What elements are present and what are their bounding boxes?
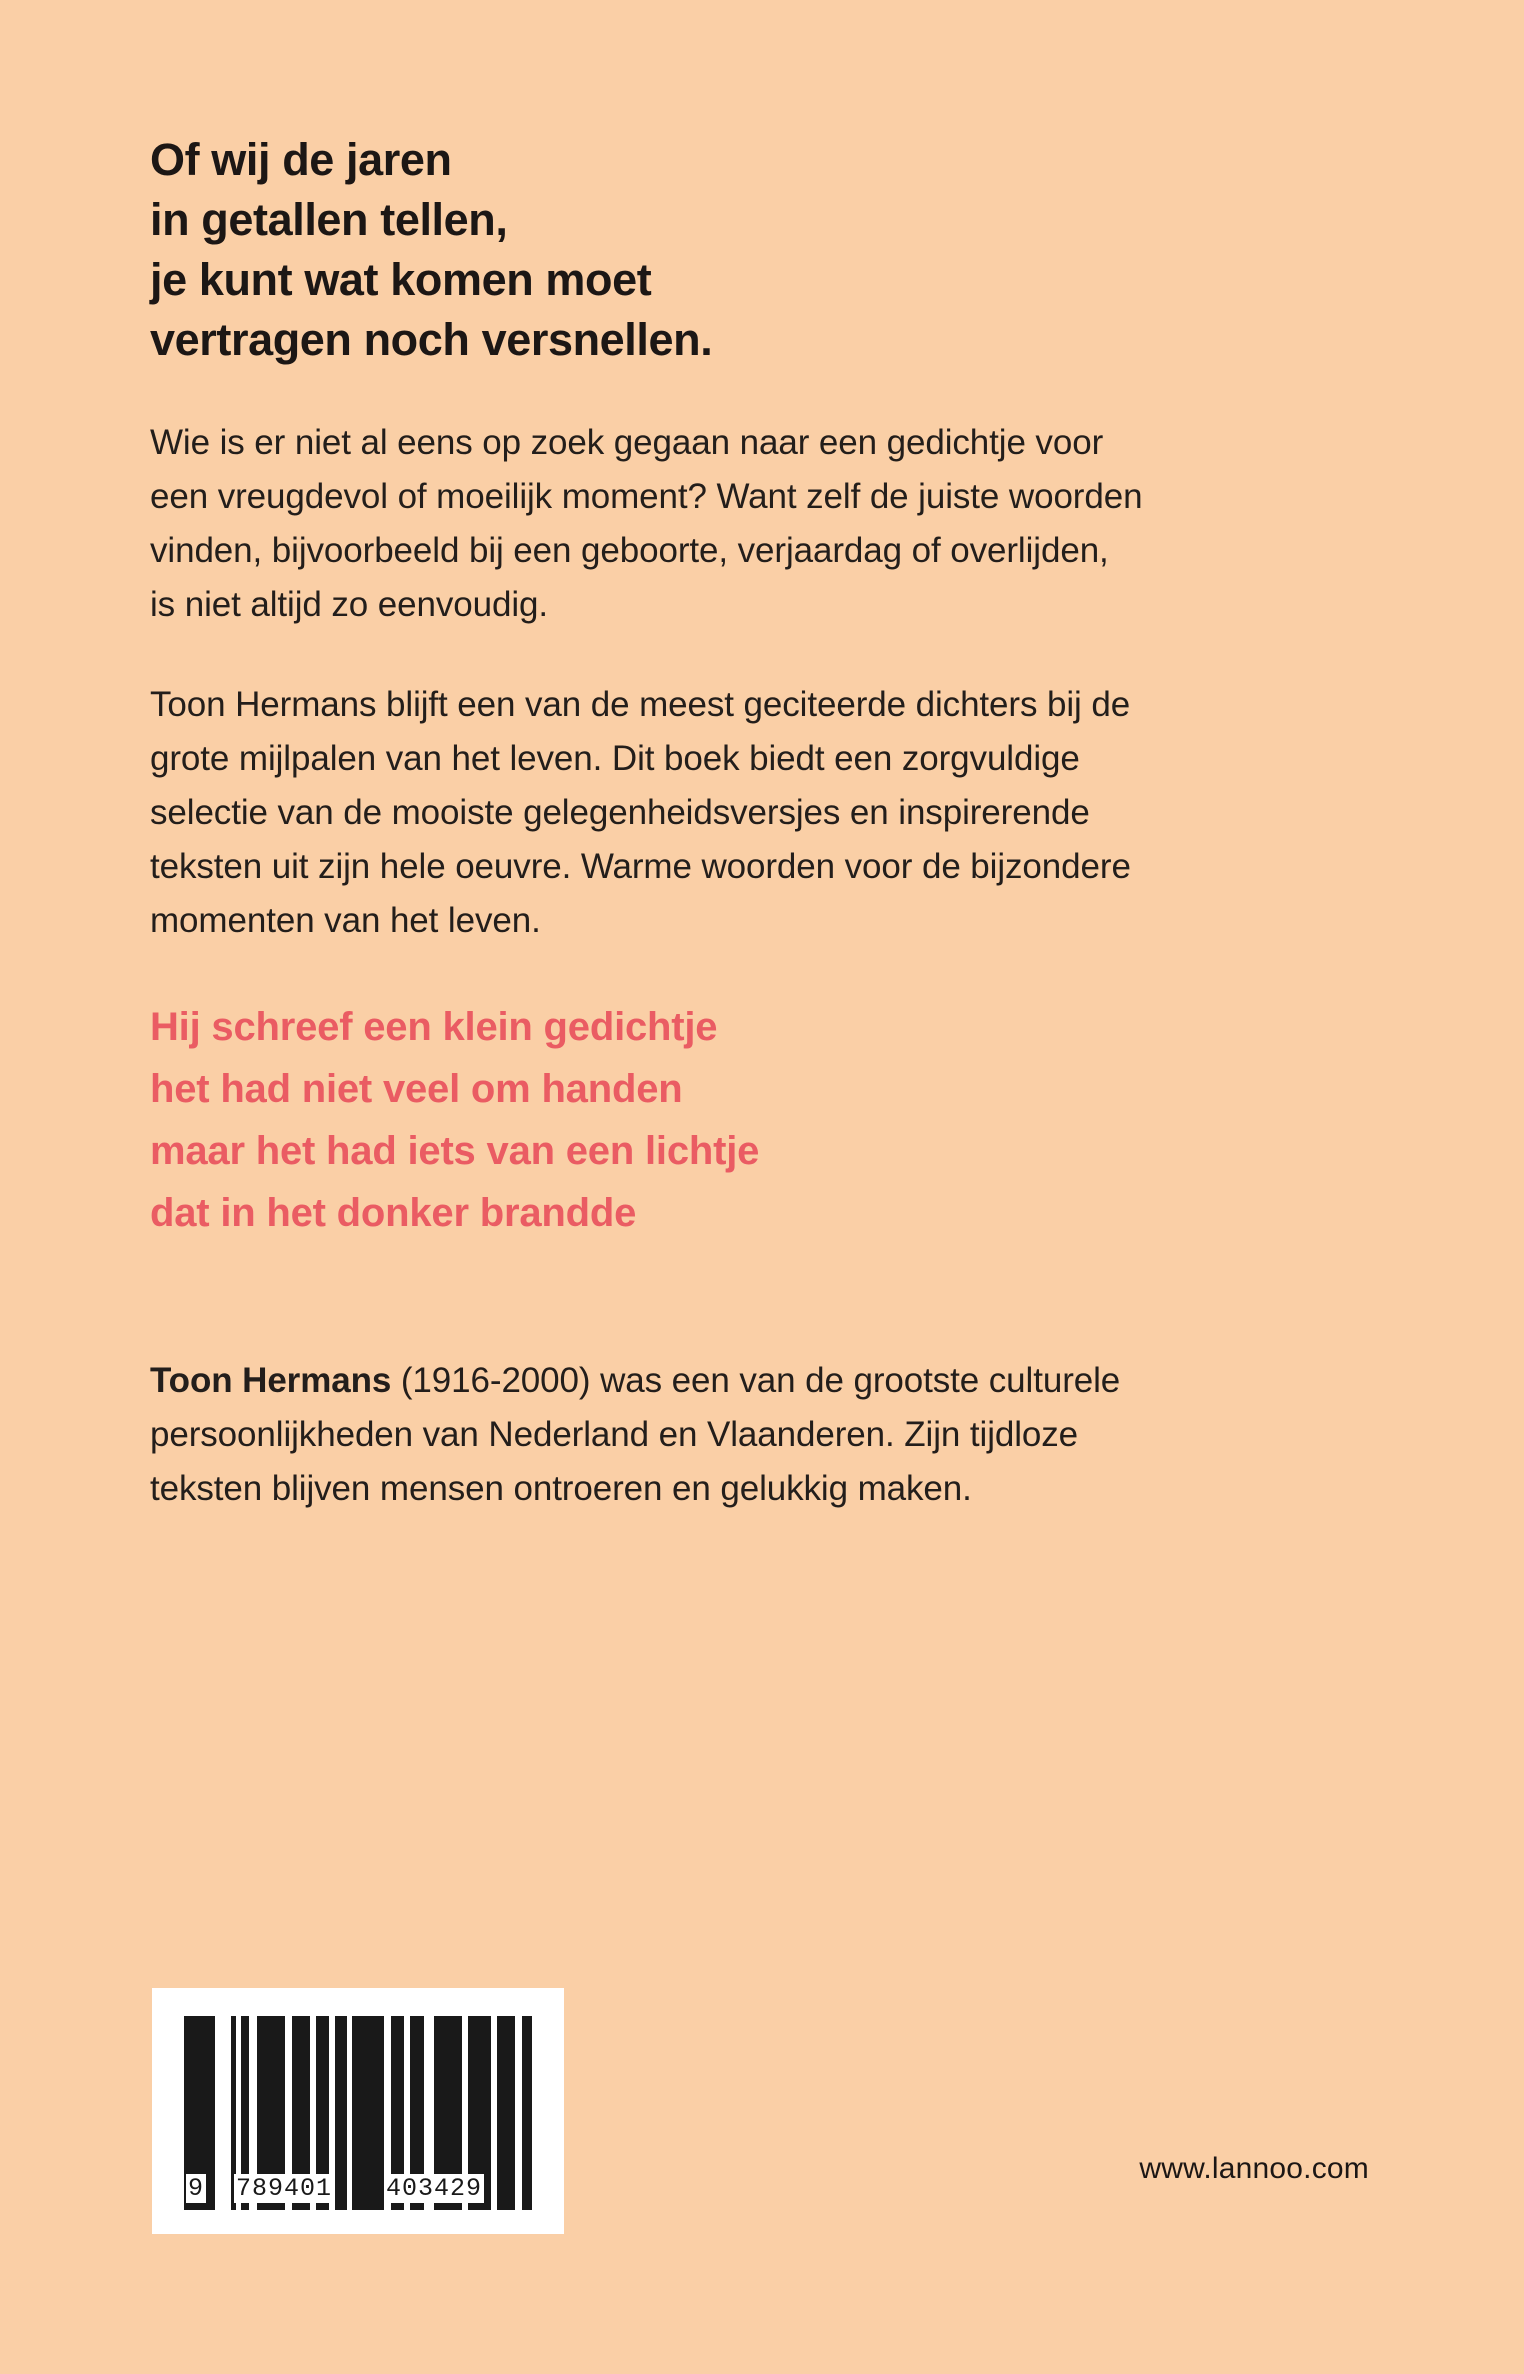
poem-line-2: het had niet veel om handen xyxy=(150,1067,683,1111)
headline-line-4: vertragen noch versnellen. xyxy=(150,314,713,365)
headline-line-2: in getallen tellen, xyxy=(150,194,508,245)
barcode-number xyxy=(184,2174,532,2208)
paragraph-1-line-1: Wie is er niet al eens op zoek gegaan naar een gedichtje voor xyxy=(150,423,1104,462)
paragraph-2-line-1: Toon Hermans blijft een van de meest geciteerde dichters bij de xyxy=(150,685,1131,724)
headline-line-1: Of wij de jaren xyxy=(150,134,452,185)
paragraph-2-line-2: grote mijlpalen van het leven. Dit boek biedt een zorgvuldige xyxy=(150,739,1080,778)
barcode-left-group: 789401 xyxy=(236,2174,333,2203)
poem-line-3: maar het had iets van een lichtje xyxy=(150,1129,760,1173)
barcode-lead-digit: 9 xyxy=(188,2174,205,2203)
paragraph-1-line-4: is niet altijd zo eenvoudig. xyxy=(150,585,549,624)
headline-line-3: je kunt wat komen moet xyxy=(150,254,652,305)
bio-line-2: persoonlijkheden van Nederland en Vlaanderen. Zijn tijdloze xyxy=(150,1415,1079,1454)
page-title xyxy=(150,130,1370,370)
paragraph-1-line-3: vinden, bijvoorbeeld bij een geboorte, verjaardag of overlijden, xyxy=(150,531,1109,570)
paragraph-2-line-5: momenten van het leven. xyxy=(150,901,541,940)
bio-line-3: teksten blijven mensen ontroeren en gelukkig maken. xyxy=(150,1469,972,1508)
bio-line-1 xyxy=(150,1354,1370,1408)
paragraph-1-line-2: een vreugdevol of moeilijk moment? Want zelf de juiste woorden xyxy=(150,477,1143,516)
author-bio xyxy=(150,1354,1370,1516)
paragraph-2-line-4: teksten uit zijn hele oeuvre. Warme woorden voor de bijzondere xyxy=(150,847,1131,886)
publisher-website[interactable]: www.lannoo.com xyxy=(1139,2152,1369,2185)
poem-quote xyxy=(150,996,1370,1244)
description-paragraph-1 xyxy=(150,416,1370,632)
description-paragraph-2 xyxy=(150,678,1370,948)
cover-content xyxy=(150,130,1370,1516)
author-name: Toon Hermans xyxy=(150,1361,392,1400)
bio-line-1-rest: (1916-2000) was een van de grootste culturele xyxy=(391,1361,1121,1400)
barcode xyxy=(152,1988,564,2234)
poem-line-1: Hij schreef een klein gedichtje xyxy=(150,1005,718,1049)
paragraph-2-line-3: selectie van de mooiste gelegenheidsversjes en inspirerende xyxy=(150,793,1090,832)
poem-line-4: dat in het donker brandde xyxy=(150,1191,637,1235)
barcode-right-group: 403429 xyxy=(386,2174,483,2203)
